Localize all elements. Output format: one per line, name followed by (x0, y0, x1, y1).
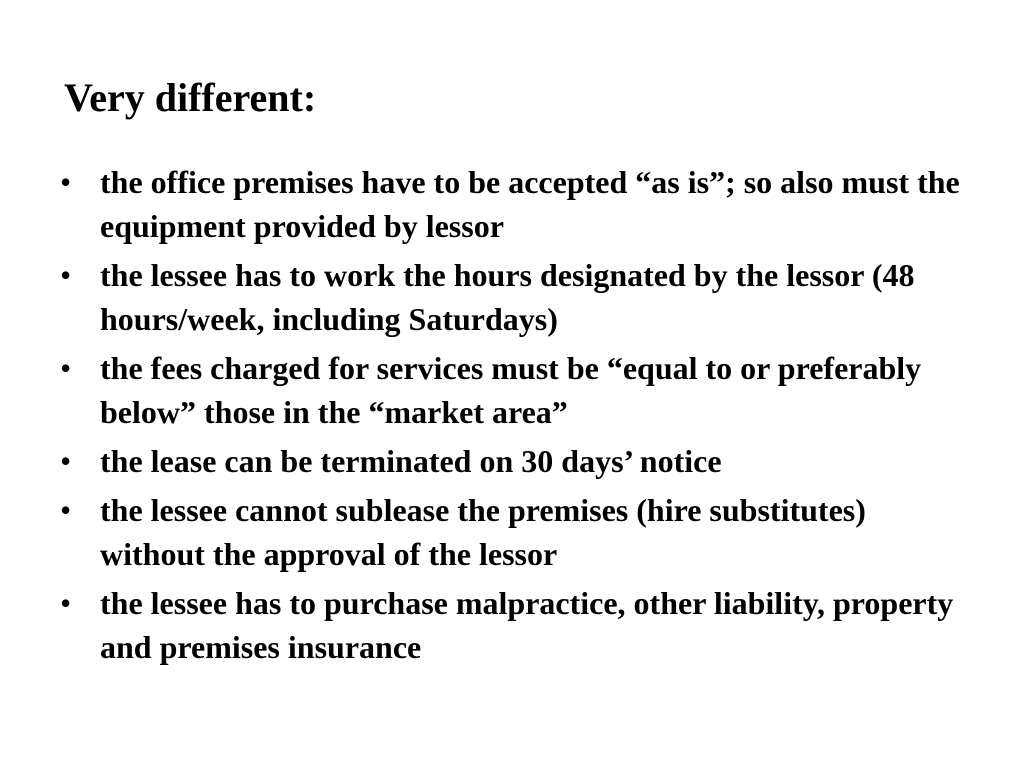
slide-title: Very different: (64, 75, 317, 120)
bullet-item (60, 346, 960, 434)
bullet-text: the lease can be terminated on 30 days’ notice (100, 443, 722, 479)
bullet-text: the lessee cannot sublease the premises (hire substitutes) without the approval of the lessor (100, 492, 866, 572)
bullet-icon: • (60, 164, 72, 200)
bullet-item (60, 160, 960, 248)
bullet-text: the office premises have to be accepted “as is”; so also must the equipment provided by lessor (100, 164, 960, 244)
bullet-text: the lessee has to work the hours designated by the lessor (48 hours/week, including Saturdays) (100, 257, 915, 337)
bullet-item (60, 253, 960, 341)
bullet-list (60, 160, 960, 674)
bullet-item (60, 581, 960, 669)
bullet-icon: • (60, 492, 72, 528)
bullet-item (60, 488, 960, 576)
bullet-icon: • (60, 443, 72, 479)
bullet-icon: • (60, 585, 72, 621)
bullet-icon: • (60, 350, 72, 386)
bullet-item (60, 439, 960, 483)
bullet-icon: • (60, 257, 72, 293)
bullet-text: the lessee has to purchase malpractice, other liability, property and premises insurance (100, 585, 954, 665)
bullet-text: the fees charged for services must be “equal to or preferably below” those in the “market area” (100, 350, 922, 430)
